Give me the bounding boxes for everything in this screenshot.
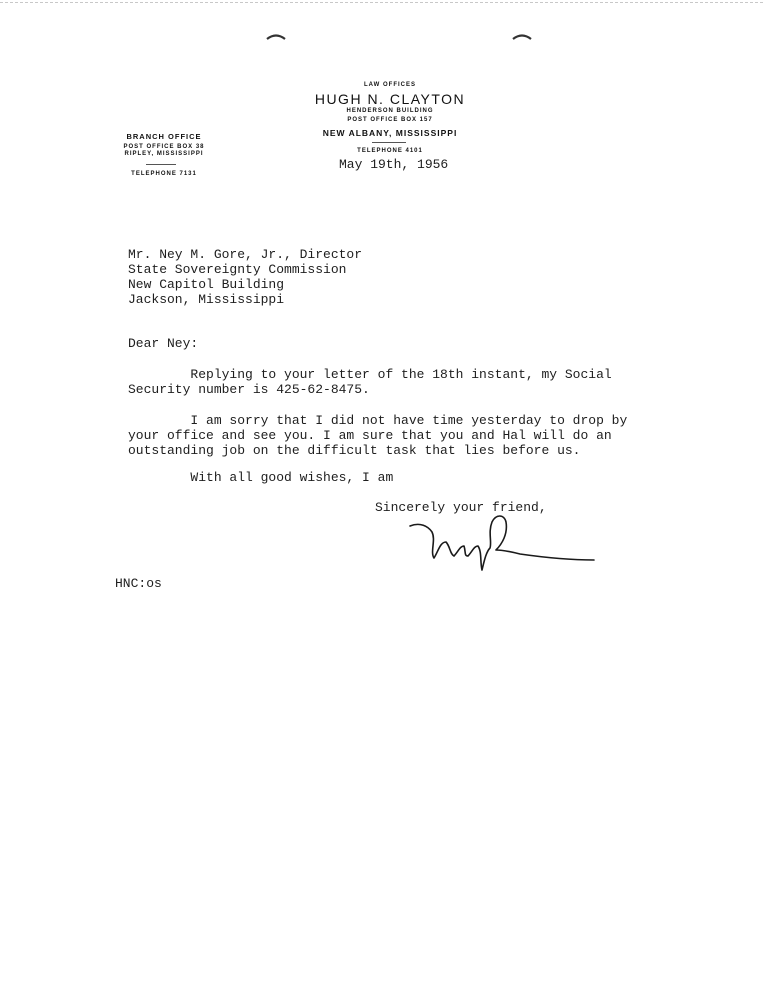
letterhead-divider <box>372 142 406 143</box>
recipient-line: Mr. Ney M. Gore, Jr., Director <box>128 247 363 262</box>
recipient-line: New Capitol Building <box>128 277 285 292</box>
recipient-line: State Sovereignty Commission <box>128 262 347 277</box>
branch-office-po-box: POST OFFICE BOX 38 <box>123 144 205 150</box>
closing: Sincerely your friend, <box>375 500 547 515</box>
branch-office-divider <box>146 164 176 165</box>
letterhead-name: HUGH N. CLAYTON <box>314 91 466 107</box>
letterhead-po-box: POST OFFICE BOX 157 <box>347 117 433 123</box>
letterhead-telephone: TELEPHONE 4101 <box>357 148 423 154</box>
page-top-edge <box>0 2 763 3</box>
body-line: your office and see you. I am sure that you and Hal will do an <box>128 428 612 443</box>
body-line: Security number is 425-62-8475. <box>128 382 370 397</box>
letterhead-city: NEW ALBANY, MISSISSIPPI <box>322 128 458 138</box>
punch-hole-mark-left <box>264 30 288 42</box>
body-line: outstanding job on the difficult task that lies before us. <box>128 443 581 458</box>
typist-initials: HNC:os <box>115 576 162 591</box>
body-line: Replying to your letter of the 18th instant, my Social <box>128 367 612 382</box>
branch-office-telephone: TELEPHONE 7131 <box>131 171 197 177</box>
letter-date: May 19th, 1956 <box>339 157 449 172</box>
salutation: Dear Ney: <box>128 336 199 351</box>
branch-office-city: RIPLEY, MISSISSIPPI <box>124 151 204 157</box>
body-line: With all good wishes, I am <box>128 470 394 485</box>
punch-hole-mark-right <box>510 30 534 42</box>
letterhead-heading: LAW OFFICES <box>364 82 416 88</box>
branch-office-heading: BRANCH OFFICE <box>126 132 202 141</box>
letterhead-building: HENDERSON BUILDING <box>346 108 434 114</box>
recipient-line: Jackson, Mississippi <box>128 292 285 307</box>
handwritten-signature <box>408 512 600 572</box>
body-line: I am sorry that I did not have time yesterday to drop by <box>128 413 628 428</box>
